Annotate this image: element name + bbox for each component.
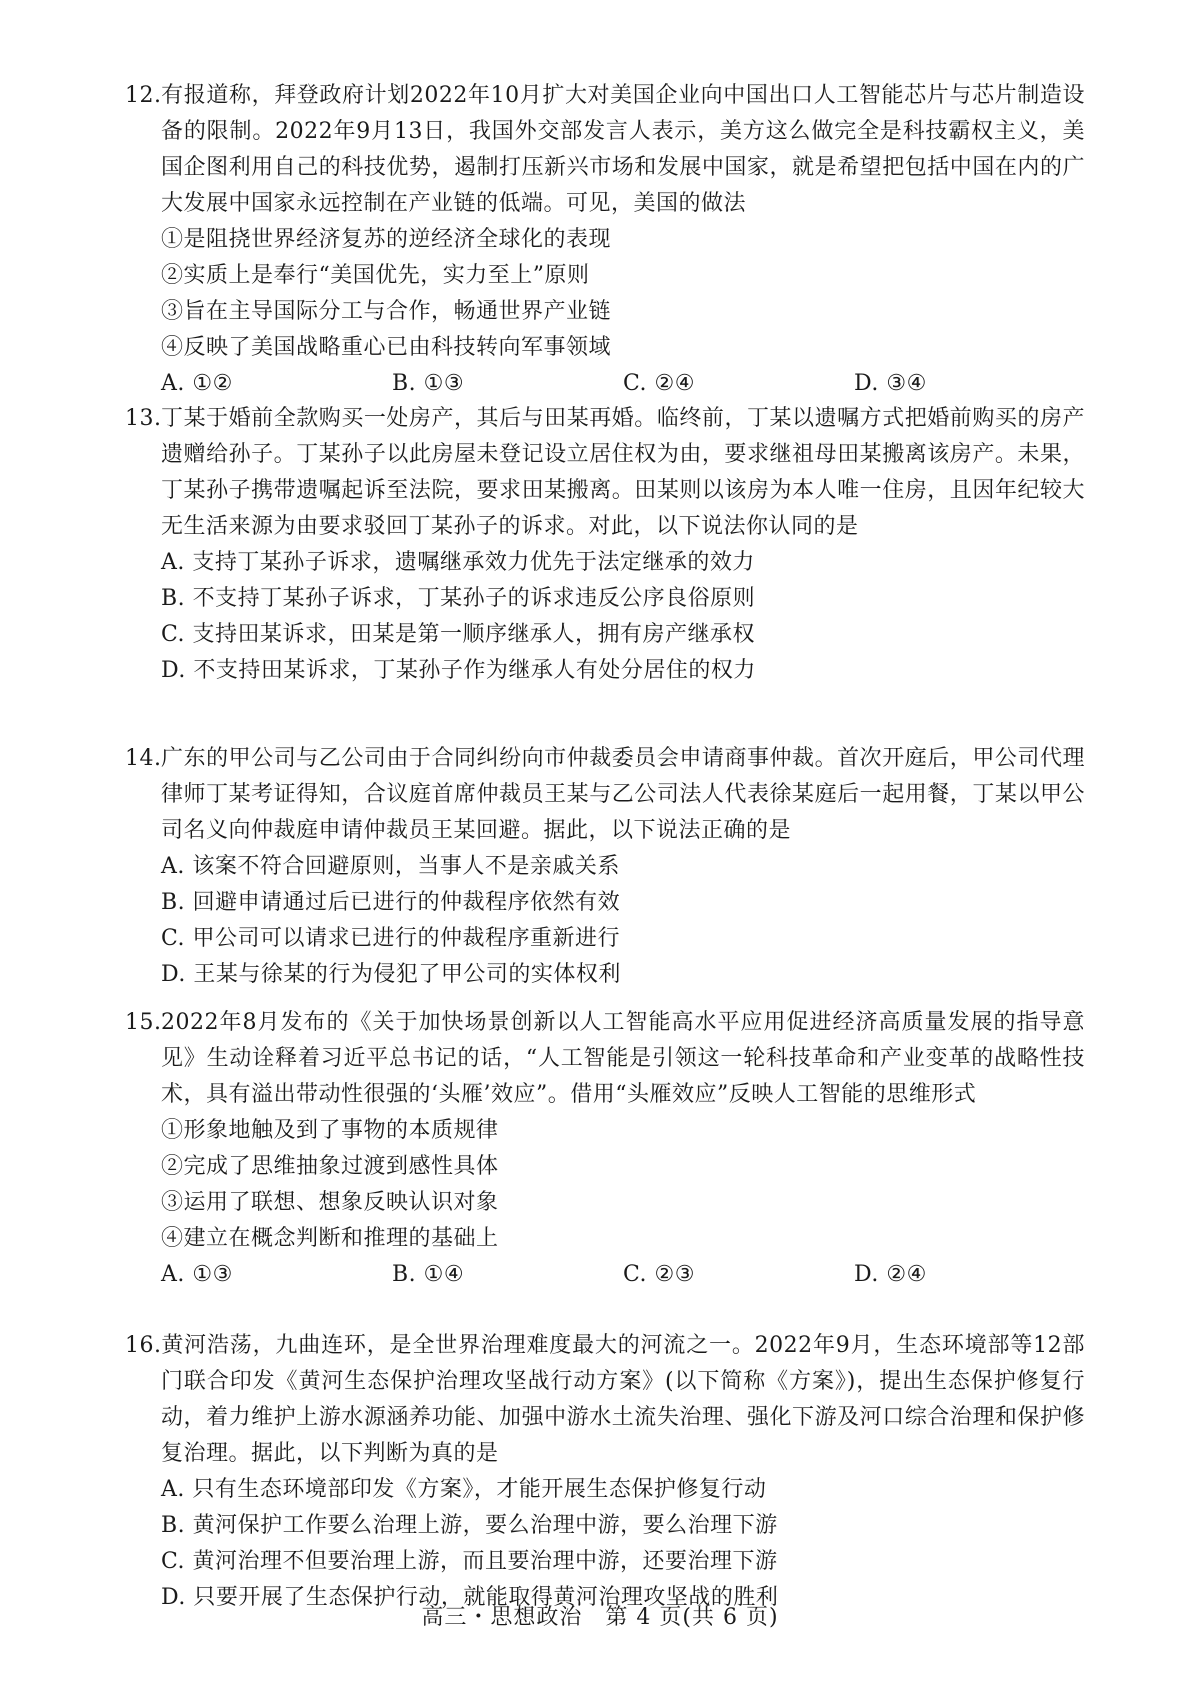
option-d: D. 王某与徐某的行为侵犯了甲公司的实体权利 — [161, 962, 621, 987]
question-text: 广东的甲公司与乙公司由于合同纠纷向市仲裁委员会申请商事仲裁。首次开庭后，甲公司代理律师丁某考证得知，合议庭首席仲裁员王某与乙公司法人代表徐某庭后一起用餐，丁某以甲公司名义向仲裁庭申请仲裁员王某回避。据此，以下说法正确的是 — [161, 746, 1085, 843]
option-c: C. 甲公司可以请求已进行的仲裁程序重新进行 — [161, 926, 621, 951]
question-number: 16. — [125, 1333, 162, 1358]
page-footer: 高三・思想政治 第 4 页(共 6 页) — [421, 1605, 779, 1630]
question-stem — [125, 401, 1085, 545]
question-stem — [125, 741, 1085, 849]
option-d: D. 不支持田某诉求，丁某孙子作为继承人有处分居住的权力 — [161, 658, 756, 683]
option-b: B. 黄河保护工作要么治理上游，要么治理中游，要么治理下游 — [161, 1513, 778, 1538]
statement: ①是阻挠世界经济复苏的逆经济全球化的表现 — [161, 227, 612, 252]
option-a: A. ①③ — [161, 1262, 233, 1287]
option-b: B. ①④ — [392, 1262, 465, 1287]
question-15 — [125, 1005, 1085, 1293]
option-c: C. 黄河治理不但要治理上游，而且要治理中游，还要治理下游 — [161, 1549, 778, 1574]
question-stem — [125, 1328, 1085, 1472]
question-number: 13. — [125, 406, 162, 431]
statement: ③旨在主导国际分工与合作，畅通世界产业链 — [161, 299, 612, 324]
question-text: 有报道称，拜登政府计划2022年10月扩大对美国企业向中国出口人工智能芯片与芯片制造设备的限制。2022年9月13日，我国外交部发言人表示，美方这么做完全是科技霸权主义，美国企图利用自己的科技优势，遏制打压新兴市场和发展中国家，就是希望把包括中国在内的广大发展中国家永远控制在产业链的低端。可见，美国的做法 — [161, 83, 1085, 216]
question-12 — [125, 78, 1085, 402]
option-c: C. ②③ — [623, 1262, 695, 1287]
answer-options — [125, 366, 1085, 402]
question-number: 12. — [125, 83, 162, 108]
option-d: D. 只要开展了生态保护行动，就能取得黄河治理攻坚战的胜利 — [161, 1585, 779, 1610]
question-stem — [125, 1005, 1085, 1113]
question-13 — [125, 401, 1085, 689]
option-b: B. 不支持丁某孙子诉求，丁某孙子的诉求违反公序良俗原则 — [161, 586, 756, 611]
option-a: A. ①② — [161, 371, 233, 396]
question-number: 15. — [125, 1010, 162, 1035]
question-text: 丁某于婚前全款购买一处房产，其后与田某再婚。临终前，丁某以遗嘱方式把婚前购买的房产遗赠给孙子。丁某孙子以此房屋未登记设立居住权为由，要求继祖母田某搬离该房产。未果，丁某孙子携带遗嘱起诉至法院，要求田某搬离。田某则以该房为本人唯一住房，且因年纪较大无生活来源为由要求驳回丁某孙子的诉求。对此，以下说法你认同的是 — [161, 406, 1085, 539]
option-a: A. 该案不符合回避原则，当事人不是亲戚关系 — [161, 854, 620, 879]
question-number: 14. — [125, 746, 162, 771]
option-a: A. 支持丁某孙子诉求，遗嘱继承效力优先于法定继承的效力 — [161, 550, 755, 575]
question-text: 黄河浩荡，九曲连环，是全世界治理难度最大的河流之一。2022年9月，生态环境部等12部门联合印发《黄河生态保护治理攻坚战行动方案》(以下简称《方案》)，提出生态保护修复行动，着力维护上游水源涵养功能、加强中游水土流失治理、强化下游及河口综合治理和保护修复治理。据此，以下判断为真的是 — [161, 1333, 1085, 1466]
statement: ②完成了思维抽象过渡到感性具体 — [161, 1154, 499, 1179]
statement: ②实质上是奉行“美国优先，实力至上”原则 — [161, 263, 590, 288]
question-stem — [125, 78, 1085, 222]
option-b: B. 回避申请通过后已进行的仲裁程序依然有效 — [161, 890, 621, 915]
option-c: C. ②④ — [623, 371, 695, 396]
question-16 — [125, 1328, 1085, 1616]
statement: ④反映了美国战略重心已由科技转向军事领域 — [161, 335, 612, 360]
question-text: 2022年8月发布的《关于加快场景创新以人工智能高水平应用促进经济高质量发展的指导意见》生动诠释着习近平总书记的话，“人工智能是引领这一轮科技革命和产业变革的战略性技术，具有溢出带动性很强的‘头雁’效应”。借用“头雁效应”反映人工智能的思维形式 — [161, 1010, 1085, 1107]
option-d: D. ③④ — [854, 371, 927, 396]
option-c: C. 支持田某诉求，田某是第一顺序继承人，拥有房产继承权 — [161, 622, 756, 647]
option-a: A. 只有生态环境部印发《方案》，才能开展生态保护修复行动 — [161, 1477, 767, 1502]
option-b: B. ①③ — [392, 371, 465, 396]
statement: ④建立在概念判断和推理的基础上 — [161, 1226, 499, 1251]
question-14 — [125, 741, 1085, 993]
option-d: D. ②④ — [854, 1262, 927, 1287]
statement: ①形象地触及到了事物的本质规律 — [161, 1118, 499, 1143]
answer-options — [125, 1257, 1085, 1293]
statement: ③运用了联想、想象反映认识对象 — [161, 1190, 499, 1215]
